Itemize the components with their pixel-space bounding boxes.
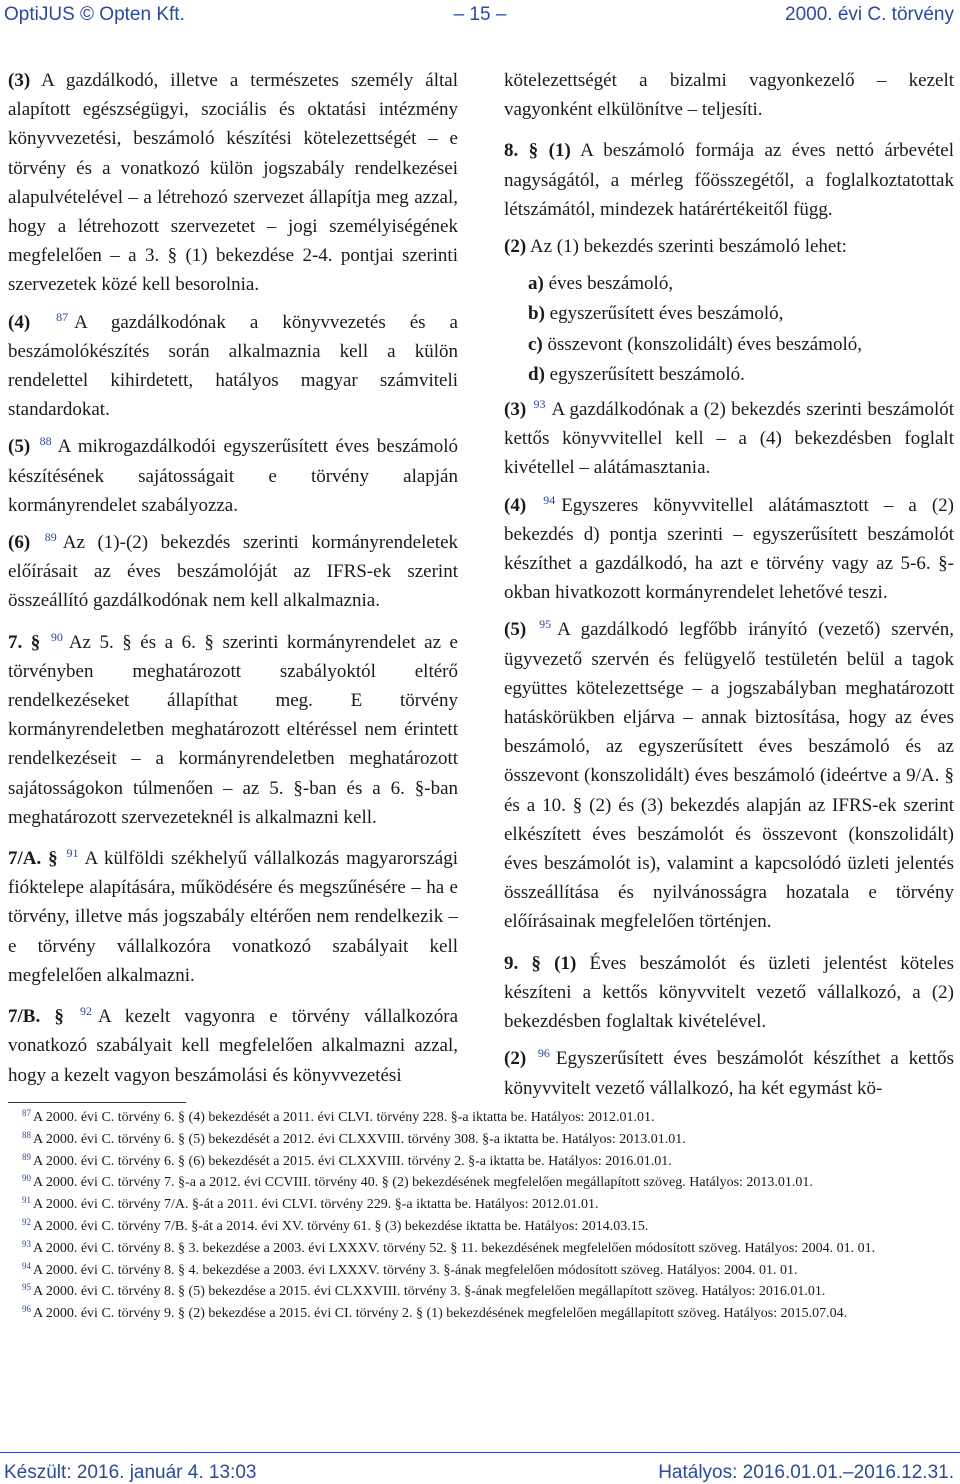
footnote-text: A 2000. évi C. törvény 7/A. §-át a 2011. évi CLVI. törvény 229. §-a iktatta be. Hatályos: 2012.01.01. (33, 1197, 599, 1213)
section-label: 8. § (1) (504, 140, 571, 162)
footnote-ref-95[interactable]: 95 (539, 617, 552, 632)
list-item (528, 330, 954, 359)
paragraph-label: (2) (504, 236, 527, 258)
paragraph-label: (2) (504, 1048, 527, 1070)
footnote-ref-91[interactable]: 91 (66, 846, 79, 861)
left-column (8, 66, 458, 1098)
section-7b (8, 1002, 458, 1090)
footnote-divider (8, 1102, 186, 1103)
paragraph-label: (6) (8, 532, 31, 554)
paragraph-label: (3) (504, 399, 527, 421)
footer-divider (0, 1452, 960, 1453)
footnote-number: 90 (22, 1173, 31, 1184)
paragraph-label: (3) (8, 70, 31, 91)
list-item-label: a) (528, 273, 544, 295)
paragraph-8-2 (504, 232, 954, 261)
section-label: 7. § (8, 631, 41, 653)
list-item-text: összevont (konszolidált) éves beszámoló, (547, 333, 862, 355)
paragraph-label: (5) (504, 619, 527, 641)
paragraph-text: A gazdálkodónak a könyvvezetés és a beszámolókészítés során alkalmaznia kell a külön rendelettel kihirdetett, hatályos magyar számviteli standardokat. (8, 311, 458, 421)
section-label: 7/A. § (8, 848, 58, 870)
footnote-ref-93[interactable]: 93 (533, 397, 546, 412)
section-label: 9. § (1) (504, 952, 577, 974)
list-item (528, 269, 954, 298)
header-publisher: OptiJUS © Opten Kft. (4, 4, 185, 25)
footnote-ref-96[interactable]: 96 (537, 1046, 550, 1061)
footnote-text: A 2000. évi C. törvény 6. § (4) bekezdését a 2011. évi CLVI. törvény 228. §-a iktatta be. Hatályos: 2012.01.01. (33, 1110, 655, 1125)
section-8 (504, 136, 954, 224)
paragraph-text: Egyszerűsített éves beszámolót készíthet a kettős könyvvitelt vezető vállalkozó, ha két egymást kö- (504, 1048, 954, 1099)
paragraph-6-3 (8, 66, 458, 300)
right-column (504, 66, 954, 1111)
footnote-text: A 2000. évi C. törvény 7/B. §-át a 2014. évi XV. törvény 61. § (3) bekezdése iktatta be. Hatályos: 2014.03.15. (33, 1218, 649, 1234)
footnote-94 (4, 1260, 956, 1282)
footnote-ref-87[interactable]: 87 (56, 309, 69, 324)
footnote-number: 96 (22, 1304, 31, 1315)
paragraph-9-2 (504, 1044, 954, 1102)
footnote-92 (4, 1216, 956, 1238)
footnote-text: A 2000. évi C. törvény 8. § 3. bekezdése a 2003. évi LXXXV. törvény 52. § 11. bekezdésének megfelelően módosított szöveg. Hatályos: 2004. 01. 01. (33, 1240, 876, 1256)
list-item-text: éves beszámoló, (548, 273, 674, 295)
paragraph-6-5 (8, 432, 458, 520)
footnote-ref-92[interactable]: 92 (80, 1004, 93, 1019)
section-7a (8, 844, 458, 990)
section-9 (504, 949, 954, 1037)
footnote-89 (4, 1151, 956, 1173)
footnote-text: A 2000. évi C. törvény 9. § (2) bekezdése a 2015. évi CI. törvény 2. § (1) bekezdésének megfelelően megállapított szöveg. Hatályos: 2015.07.04. (33, 1306, 848, 1322)
paragraph-text: Az (1) bekezdés szerinti beszámoló lehet: (529, 236, 847, 258)
list-item-label: c) (528, 333, 543, 355)
list-item (528, 299, 954, 328)
footnote-text: A 2000. évi C. törvény 6. § (5) bekezdését a 2012. évi CLXXVIII. törvény 308. §-a iktatta be. Hatályos: 2013.01.01. (33, 1131, 686, 1147)
paragraph-label: (5) (8, 436, 31, 458)
footnote-96 (4, 1303, 956, 1325)
footnote-number: 88 (22, 1129, 31, 1140)
footer-effective: Hatályos: 2016.01.01.–2016.12.31. (658, 1462, 954, 1483)
list-item-text: egyszerűsített beszámoló. (549, 363, 745, 385)
footnote-number: 95 (22, 1282, 31, 1293)
footnote-number: 89 (22, 1151, 31, 1162)
paragraph-6-4 (8, 308, 458, 425)
footnote-93 (4, 1238, 956, 1260)
list-item-text: egyszerűsített éves beszámoló, (549, 303, 784, 325)
footnote-87 (4, 1107, 956, 1129)
footnote-ref-89[interactable]: 89 (44, 530, 57, 545)
footnote-ref-88[interactable]: 88 (39, 434, 52, 449)
footnote-number: 94 (22, 1260, 31, 1271)
report-type-list (528, 269, 954, 389)
section-text: A kezelt vagyonra e törvény vállalkozóra vonatkozó szabályait kell megfelelően alkalmazni azzal, hogy a kezelt vagyon beszámolási és könyvvezetési (8, 1006, 458, 1086)
footnote-number: 91 (22, 1195, 31, 1206)
paragraph-label: (4) (8, 311, 31, 333)
continuation-text: kötelezettségét a bizalmi vagyonkezelő – kezelt vagyonként elkülönítve – teljesíti. (504, 70, 954, 121)
footnote-ref-90[interactable]: 90 (50, 629, 63, 644)
footnote-90 (4, 1172, 956, 1194)
paragraph-8-5 (504, 615, 954, 936)
paragraph-text: Egyszeres könyvvitellel alátámasztott – a (2) bekezdés d) pontja szerinti – egyszerűsített beszámolót készíthet a gazdálkodó, ha azt e törvény vagy az 5-6. §-okban hivatkozott kormányrendelet lehetővé teszi. (504, 494, 954, 604)
footnote-text: A 2000. évi C. törvény 6. § (6) bekezdését a 2015. évi CLXXVIII. törvény 2. §-a iktatta be. Hatályos: 2016.01.01. (33, 1153, 672, 1169)
footnote-number: 92 (22, 1216, 31, 1227)
page-number: – 15 – (453, 4, 507, 25)
footnote-text: A 2000. évi C. törvény 7. §-a a 2012. évi CCVIII. törvény 40. § (2) bekezdésének megfelelően megállapított szöveg. Hatályos: 2013.01.01. (33, 1175, 813, 1191)
paragraph-8-3 (504, 395, 954, 483)
paragraph-8-4 (504, 491, 954, 608)
list-item-label: b) (528, 303, 545, 325)
footnote-ref-94[interactable]: 94 (543, 492, 556, 507)
footnote-number: 87 (22, 1108, 31, 1118)
section-text: Éves beszámolót és üzleti jelentést köteles készíteni a kettős könyvvitelt vezető vállalkozó, a (2) bekezdésben foglaltak kivételével. (504, 952, 955, 1033)
paragraph-text: A mikrogazdálkodói egyszerűsített éves beszámoló készítésének sajátosságait e törvény alapján kormányrendelet szabályozza. (8, 436, 459, 516)
section-text: Az 5. § és a 6. § szerinti kormányrendelet az e törvényben meghatározott szabályoktól eltérő rendelkezéseket állapíthat meg. E törvény kormányrendeletben meghatározott eltéréssel nem érintett rendelkezéseit – a kormányrendeletben meghatározott sajátosságokon túlmenően – az 5. §-ban és a 6. §-ban meghatározott szervezeteknél is alkalmazni kell. (8, 631, 458, 828)
footnote-number: 93 (22, 1238, 31, 1249)
footnote-88 (4, 1129, 956, 1151)
list-item-label: d) (528, 363, 545, 385)
header-law-title: 2000. évi C. törvény (785, 4, 954, 25)
footnote-91 (4, 1194, 956, 1216)
footer-created: Készült: 2016. január 4. 13:03 (4, 1462, 257, 1483)
footnote-text: A 2000. évi C. törvény 8. § (5) bekezdése a 2015. évi CLXXVIII. törvény 3. §-ának megfelelően megállapított szöveg. Hatályos: 2016.01.01. (33, 1284, 826, 1300)
section-7 (8, 628, 458, 832)
footnotes (4, 1107, 956, 1325)
paragraph-label: (4) (504, 494, 527, 516)
section-text: A beszámoló formája az éves nettó árbevétel nagyságától, a mérleg főösszegétől, a foglalkoztatottak létszámától, mindezek határértékeitől függ. (504, 140, 955, 220)
section-text: A külföldi székhelyű vállalkozás magyarországi fióktelepe alapítására, működésére és megszűnésére – ha e törvény, illetve más jogszabály eltérően nem rendelkezik – e törvény vállalkozóra vonatkozó szabályait kell megfelelően alkalmazni. (8, 848, 458, 986)
paragraph-text: A gazdálkodónak a (2) bekezdés szerinti beszámolót kettős könyvvitellel kell – a (4) bekezdésben foglalt kivétellel – alátámasztania. (504, 399, 954, 479)
paragraph-6-6 (8, 528, 458, 616)
footnote-95 (4, 1281, 956, 1303)
paragraph-text: A gazdálkodó legfőbb irányító (vezető) szervén, ügyvezető szervén és felügyelő testületén belül a tagok együttes kötelezettsége – a jogszabályban meghatározott hatáskörükben eljárva – annak biztosítása, hogy az éves beszámoló, az egyszerűsített éves beszámoló és az összevont (konszolidált) éves beszámoló (ideértve a 9/A. § és a 10. § (2) és (3) bekezdés alapján az IFRS-ek szerint elkészített éves beszámolót és összevont (konszolidált) éves beszámolót is), valamint a kapcsolódó üzleti jelentés összeállítása és nyilvánosságra hozatala e törvény előírásainak megfelelően történjen. (504, 619, 955, 933)
paragraph-text: Az (1)-(2) bekezdés szerinti kormányrendeletek előírásait az éves beszámolóját az IFRS-ek szerint összeállító gazdálkodónak nem kell alkalmaznia. (8, 532, 459, 612)
list-item (528, 360, 954, 389)
paragraph-text: A gazdálkodó, illetve a természetes személy által alapított egészségügyi, szociális és oktatási intézmény könyvvezetési, beszámoló készítési kötelezettségét – e törvény és a vonatkozó külön jogszabály rendelkezései alapulvételével – a létrehozó szervezet állapítja meg azzal, hogy a létrehozott szervezetet – jogi személyiségének megfelelően – a 3. § (1) bekezdése 2-4. pontjai szerinti szervezetek közé kell besorolnia. (8, 70, 458, 296)
footnote-text: A 2000. évi C. törvény 8. § 4. bekezdése a 2003. évi LXXXV. törvény 3. §-ának megfelelően módosított szöveg. Hatályos: 2004. 01. 01. (33, 1262, 798, 1278)
section-label: 7/B. § (8, 1006, 64, 1028)
